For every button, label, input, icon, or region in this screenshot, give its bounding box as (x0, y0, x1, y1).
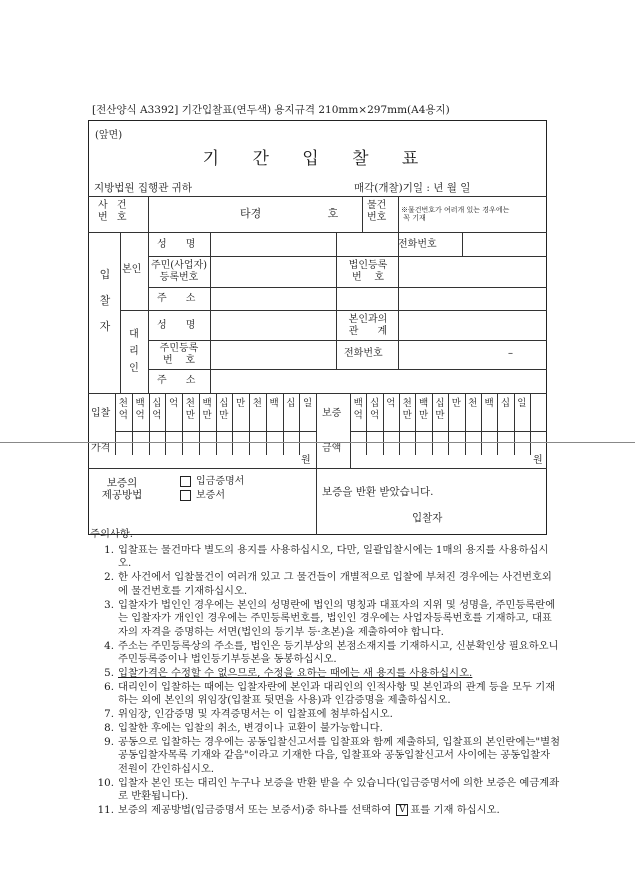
principal-phone-field[interactable] (465, 237, 543, 254)
agent-address-field[interactable] (213, 373, 543, 390)
note-item (90, 708, 560, 722)
agent-name-field[interactable] (213, 316, 333, 336)
form-code-header: [전산양식 A3392] 기간입찰표(연두색) 용지규격 210mm×297mm(A4용지) (92, 104, 450, 116)
principal-phone-label: 전화번호 (398, 239, 437, 250)
price-label: 가격 (91, 443, 111, 454)
agent-name-label: 성 명 (157, 320, 196, 331)
principal-label: 본인 (122, 264, 142, 275)
deposit-digit-label: 십 (500, 398, 511, 409)
note-text: 주소는 주민등록상의 주소를, 법인은 등기부상의 본점소재지를 기재하시고, 신분확인상 필요하오니 주민등록증이나 법인등기부등본을 동봉하십시오. (118, 639, 559, 666)
deposit-won-unit: 원 (533, 455, 543, 466)
agent-rrn-field[interactable] (213, 345, 333, 365)
grid-line (530, 393, 531, 455)
note-text: 한 사건에서 입찰물건이 여러개 있고 그 물건들이 개별적으로 입찰에 부쳐진 경우에는 사건번호외에 물건번호를 기재하십시오. (118, 571, 552, 597)
bid-digit-cell[interactable] (217, 433, 232, 455)
note-text: 공동으로 입찰하는 경우에는 공동입찰신고서를 입찰표와 함께 제출하되, 입찰표의 본인란에는"별첨 공동입찰자목록 기재와 같음"이라고 기재한 다음, 입찰표와 공동입찰신고서 사이에는 공동입찰자 전원이 간인하십시오. (118, 735, 561, 775)
note-item (90, 599, 560, 640)
grid-line (316, 393, 317, 468)
case-number-value[interactable]: 타경 호 (240, 207, 339, 220)
deposit-digit-label: 십 억 (369, 398, 380, 421)
deposit-digit-cell[interactable] (416, 433, 430, 455)
bid-digit-cell[interactable] (150, 433, 165, 455)
principal-address-label: 주 소 (157, 293, 196, 304)
front-side-label: (앞면) (95, 130, 123, 141)
note-number: 4. (104, 639, 114, 652)
deposit-digit-cell[interactable] (466, 433, 480, 455)
note-item-11 (90, 804, 560, 818)
deposit-digit-label: 십 만 (435, 398, 445, 421)
note-number: 5. (104, 667, 114, 680)
bid-digit-cell[interactable] (250, 433, 265, 455)
note-text: 입찰한 후에는 입찰의 취소, 변경이나 교환이 불가능합니다. (118, 721, 383, 734)
principal-name-field[interactable] (213, 237, 333, 254)
bid-digit-label: 천 만 (185, 398, 195, 421)
bid-won-unit: 원 (301, 455, 311, 466)
deposit-digit-cell[interactable] (482, 433, 496, 455)
principal-rrn-label: 주민(사업자) 등록번호 (150, 260, 208, 283)
grid-line (398, 196, 399, 232)
court-addressee: 지방법원 집행관 귀하 (94, 182, 192, 194)
grid-line (362, 196, 363, 232)
bid-digit-label: 천 (252, 398, 262, 409)
agent-rrn-label: 주민등록 번 호 (159, 343, 199, 366)
bid-digit-label: 십 만 (219, 398, 229, 421)
bid-digit-label: 천 억 (118, 398, 128, 421)
grid-line (336, 310, 337, 369)
bid-digit-label: 백 (269, 398, 279, 409)
notes-title: 주의사항. (90, 528, 134, 540)
deposit-digit-cell[interactable] (400, 433, 414, 455)
bid-digit-cell[interactable] (267, 433, 282, 455)
deposit-digit-cell[interactable] (498, 433, 512, 455)
relation-label: 본인과의 관 계 (348, 314, 388, 337)
grid-line (120, 232, 121, 393)
bid-digit-label: 억 (169, 398, 179, 409)
grid-line (398, 310, 399, 369)
note-number: 11. (97, 804, 114, 817)
amount-label: 금액 (322, 443, 342, 454)
deposit-digit-label: 억 (386, 398, 396, 409)
bid-digit-label: 백 억 (135, 398, 145, 421)
deposit-label: 보증 (322, 408, 342, 419)
grid-line (148, 340, 547, 341)
grid-line (88, 393, 547, 394)
agent-phone-dash: – (508, 348, 513, 359)
note-number: 10. (97, 776, 114, 789)
deposit-digit-label: 천 만 (402, 398, 412, 421)
note-item (90, 681, 560, 708)
note-text: 보증의 제공방법(입금증명서 또는 보증서)중 하나를 선택하여 (118, 804, 392, 817)
grid-line (88, 232, 547, 233)
method-option-guarantee[interactable] (180, 490, 225, 502)
deposit-digit-cell[interactable] (367, 433, 381, 455)
deposit-digit-label: 백 억 (353, 398, 363, 421)
deposit-digit-label: 만 (451, 398, 461, 409)
grid-line (88, 468, 547, 469)
bid-digit-cell[interactable] (300, 433, 315, 455)
principal-rrn-field[interactable] (213, 262, 333, 282)
note-text: 입찰표는 물건마다 별도의 용지를 사용하십시오, 다만, 일괄입찰시에는 1매의 용지를 사용하십시오. (118, 543, 549, 570)
grid-line (148, 287, 547, 288)
fold-line (0, 442, 635, 443)
corp-reg-label: 법인등록 번 호 (348, 260, 388, 283)
note-number: 6. (104, 680, 114, 693)
bid-digit-cell[interactable] (133, 433, 148, 455)
agent-label: 대 리 인 (129, 329, 139, 374)
bid-digit-label: 일 (303, 398, 313, 409)
note-text: 표를 기재 하십시오. (410, 804, 500, 817)
note-item (90, 544, 560, 571)
grid-line (120, 310, 547, 311)
deposit-digit-label: 백 만 (419, 398, 429, 421)
grid-line (148, 256, 547, 257)
deposit-digit-cell[interactable] (433, 433, 447, 455)
note-number: 3. (104, 598, 114, 611)
note-item (90, 736, 560, 777)
corp-reg-field[interactable] (401, 262, 541, 282)
checkmark-box-icon: V (396, 804, 408, 816)
note-text: 입찰가격은 수정할 수 없으므로, 수정을 요하는 때에는 새 용지를 사용하십시오. (118, 667, 473, 680)
form-title: 기 간 입 찰 표 (202, 149, 433, 169)
notes-section (90, 528, 560, 818)
grid-line (210, 232, 211, 393)
method-option-deposit-proof-label: 입금증명서 (196, 476, 245, 487)
deposit-digit-cell[interactable] (449, 433, 463, 455)
relation-field[interactable] (401, 316, 541, 336)
note-number: 1. (104, 543, 114, 556)
note-text: 입찰자 본인 또는 대리인 누구나 보증을 반환 받을 수 있습니다(입금증명서에 의한 보증은 예금계좌로 반환됩니다). (118, 776, 560, 803)
item-number-note: ※물건번호가 여러개 있는 경우에는 꼭 기재 (401, 206, 510, 223)
deposit-digit-label: 일 (517, 398, 527, 409)
agent-address-label: 주 소 (157, 375, 196, 386)
deposit-digit-label: 백 (484, 398, 494, 409)
method-option-guarantee-label: 보증서 (196, 490, 225, 501)
note-text: 입찰자가 법인인 경우에는 본인의 성명란에 법인의 명칭과 대표자의 지위 및 성명을, 주민등록란에는 입찰자가 개인인 경우에는 주민등록번호를, 법인인 경우에는 사업자등록번호를 기재하고, 대표자의 자격을 증명하는 서면(법인의 등기부 등·초본)을 제출하여야 합니다. (118, 598, 556, 638)
note-text: 대리인이 입찰하는 때에는 입찰자란에 본인과 대리인의 인적사항 및 본인과의 관계 등을 모두 기재하는 외에 본인의 위임장(입찰표 뒷면을 사용)과 인감증명을 제출하십시오. (118, 680, 556, 707)
bid-digit-cell[interactable] (166, 433, 181, 455)
grid-line (148, 196, 149, 232)
note-number: 9. (104, 735, 114, 748)
note-item (90, 667, 560, 681)
bid-digit-cell[interactable] (284, 433, 299, 455)
sale-date-line: 매각(개찰)기일 : 년 월 일 (354, 182, 471, 194)
bidder-signature-label: 입찰자 (412, 512, 443, 524)
note-number: 2. (104, 571, 114, 584)
bid-digit-label: 만 (236, 398, 246, 409)
bid-digit-cell[interactable] (183, 433, 198, 455)
note-number: 7. (104, 708, 114, 721)
bid-digit-label: 십 (286, 398, 296, 409)
note-item (90, 571, 560, 598)
method-option-deposit-proof[interactable] (180, 476, 244, 488)
bid-digit-cell[interactable] (116, 433, 131, 455)
deposit-method-label: 보증의 제공방법 (101, 477, 143, 502)
note-item (90, 777, 560, 804)
deposit-returned-text: 보증을 반환 받았습니다. (322, 486, 434, 498)
deposit-digit-cell[interactable] (351, 433, 365, 455)
principal-address-field[interactable] (213, 291, 543, 308)
note-number: 8. (104, 721, 114, 734)
bid-digit-label: 십 억 (152, 398, 162, 421)
grid-line (316, 468, 317, 535)
notes-list (90, 544, 560, 804)
note-item (90, 640, 560, 667)
grid-line (148, 369, 547, 370)
bid-label: 입찰 (91, 408, 111, 419)
checkbox-icon[interactable] (180, 490, 191, 501)
grid-line (148, 232, 149, 393)
item-number-label: 물건 번호 (367, 200, 387, 223)
bidder-label: 입 찰 자 (99, 268, 111, 333)
grid-line (88, 196, 547, 197)
case-number-label: 사 건 번 호 (98, 200, 130, 223)
bid-digit-cell[interactable] (200, 433, 215, 455)
grid-line (462, 232, 463, 256)
checkbox-icon[interactable] (180, 476, 191, 487)
principal-name-label: 성 명 (157, 239, 196, 250)
bid-digit-cell[interactable] (233, 433, 248, 455)
deposit-digit-label: 천 (468, 398, 478, 409)
note-item (90, 722, 560, 736)
note-text: 위임장, 인감증명 및 자격증명서는 이 입찰표에 첨부하십시오. (118, 708, 393, 721)
bid-digit-label: 백 만 (202, 398, 212, 421)
agent-phone-label: 전화번호 (344, 348, 383, 359)
deposit-digit-cell[interactable] (515, 433, 529, 455)
deposit-digit-cell[interactable] (384, 433, 398, 455)
